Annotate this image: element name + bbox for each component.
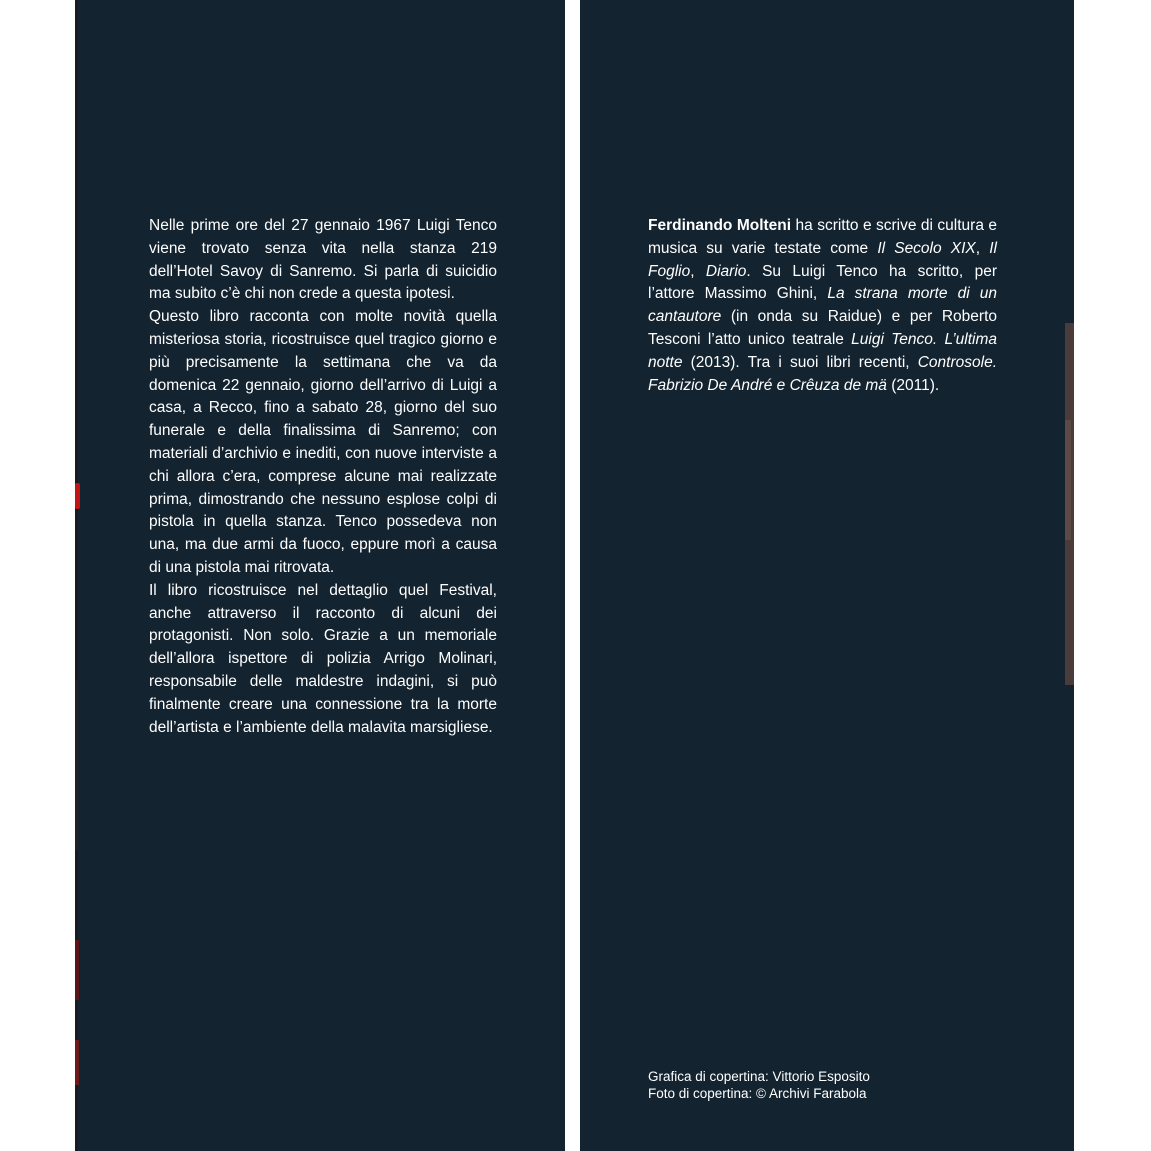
cover-photo-edge [75,483,80,509]
publication-title: Diario [705,262,747,280]
work-title: Controsole. Fabrizio De André e Crêuza de mä [648,353,997,394]
cover-design-credit: Grafica di copertina: Vittorio Esposito [648,1069,870,1084]
cover-credits [648,1068,870,1102]
publication-title: Il Foglio [648,239,997,280]
cover-photo-edge [75,680,78,850]
bio-text: , [690,262,706,280]
synopsis-paragraph: Nelle prime ore del 27 gennaio 1967 Luigi Tenco viene trovato senza vita nella stanza 219 dell’Hotel Savoy di Sanremo. Si parla di suicidio ma subito c’è chi non crede a questa ipotesi. [149,217,497,303]
right-flap-panel [580,0,1074,1151]
author-bio-paragraph [648,215,997,397]
book-synopsis [149,215,497,739]
author-name: Ferdinando Molteni [648,217,792,234]
synopsis-paragraph: Questo libro racconta con molte novità quella misteriosa storia, ricostruisce quel tragico giorno e più precisamente la settimana che va da domenica 22 gennaio, giorno dell’arrivo di Luigi a casa, a Recco, fino a sabato 28, giorno del suo funerale e della finalissima di Sanremo; con materiali d’archivio e inediti, con nuove interviste a chi allora c’era, comprese alcune mai realizzate prima, dimostrando che nessuno esplose colpi di pistola in quella stanza. Tenco possedeva non una, ma due armi da fuoco, eppure morì a causa di una pistola mai ritrovata. [149,308,497,576]
left-flap-panel [75,0,565,1151]
bio-text: . Su Luigi Tenco ha scritto, per l’attore Massimo Ghini, [648,262,997,303]
work-title: Luigi Tenco. L’ultima notte [648,330,997,371]
author-bio [648,215,997,397]
cover-photo-credit: Foto di copertina: © Archivi Farabola [648,1086,867,1101]
bio-text: (2013). Tra i suoi libri recenti, [682,353,918,371]
publication-title: Il Secolo XIX [877,239,976,257]
bio-text: , [975,239,990,257]
bio-text: (in onda su Raidue) e per Roberto Tesconi l’atto unico teatrale [648,308,997,348]
synopsis-paragraph: Il libro ricostruisce nel dettaglio quel Festival, anche attraverso il racconto di alcuni dei protagonisti. Non solo. Grazie a un memoriale dell’allora ispettore di polizia Arrigo Molinari, responsabile delle maldestre indagini, si può finalmente creare una connessione tra la morte dell’artista e l’ambiente della malavita marsigliese. [149,581,497,736]
cover-photo-edge [75,1040,79,1085]
spine-divider [565,0,580,1151]
cover-photo-edge [1065,420,1071,540]
work-title: La strana morte di un cantautore [648,285,997,326]
bio-text: ha scritto e scrive di cultura e musica su varie testate come [648,217,998,257]
bio-text: (2011). [886,376,940,394]
cover-photo-edge [75,940,79,1000]
